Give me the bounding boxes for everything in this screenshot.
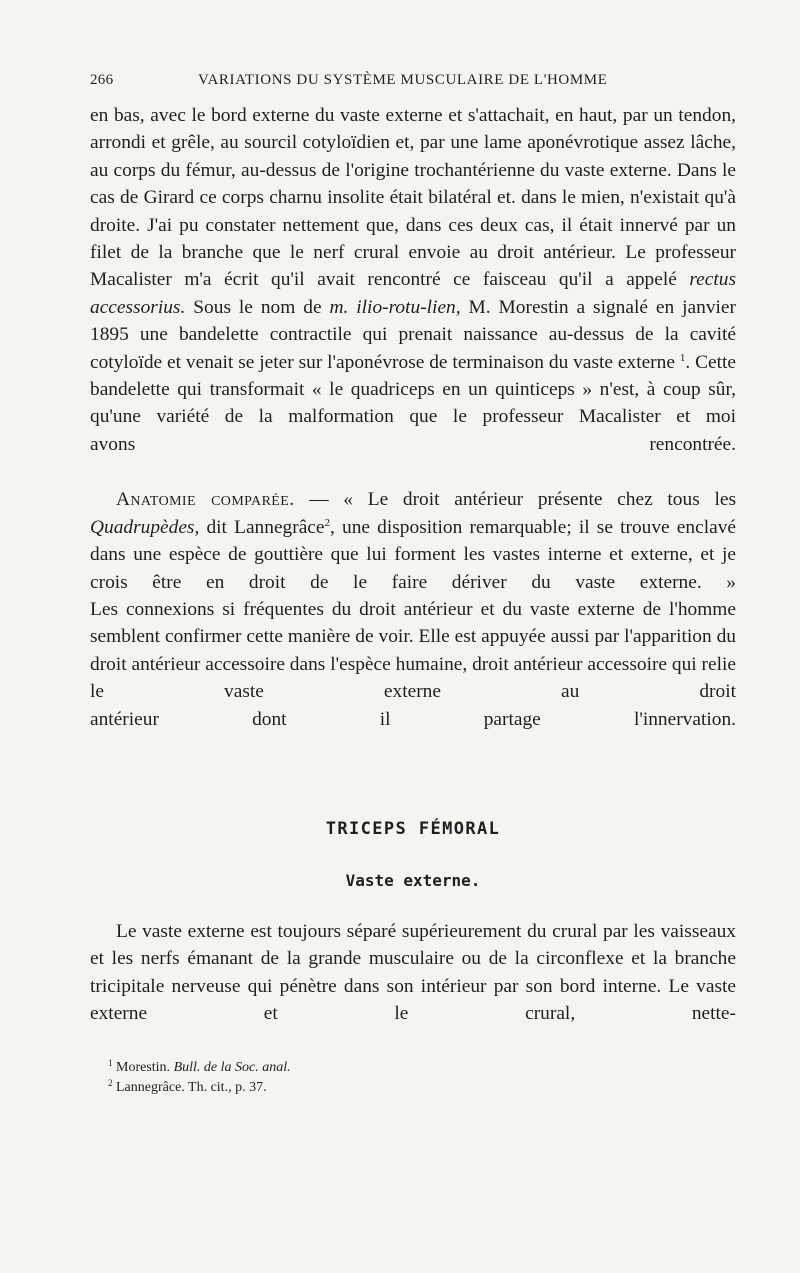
footnote-ref-2: 2 — [324, 516, 331, 529]
paragraph-connexions — [90, 596, 736, 733]
para2-text-1: — « Le droit antérieur présente chez tous les — [294, 489, 736, 511]
para3-text-1: Les connexions si fréquentes du droit antérieur et du vaste externe de l'homme semblent confirmer cette manière de voir. Elle est appuyée aussi par l'apparition du droit antérieur accessoire dans l'espèce humaine, droit antérieur accessoire qui relie le vaste externe au droit — [90, 598, 736, 703]
para1-text-1: en bas, avec le bord externe du vaste externe et s'attachait, en haut, par un tendon, arrondi et grêle, au sourcil cotyloïdien et, par une lame aponévrotique assez lâche, au corps du fémur, au-dessus de l'origine trochantérienne du vaste externe. Dans le cas de Girard ce corps charnu insolite était bilatéral et. dans le mien, n'existait qu'à droite. J'ai pu constater nettement que, dans ces deux cas, il était innervé par un filet de la branche que le nerf crural envoie au droit antérieur. Le professeur Macalister m'a écrit qu'il avait rencontré ce faisceau qu'il a appelé — [90, 105, 736, 291]
page-number: 266 — [90, 72, 114, 88]
footnote-mark-1: 1 — [108, 1057, 113, 1068]
footnote-1-text: Morestin. — [116, 1059, 174, 1075]
section-label-anatomie-comparee: Anatomie comparée. — [116, 489, 295, 511]
subsection-title: Vaste externe. — [345, 870, 481, 890]
para1-italic-1: rectus accessorius. — [90, 269, 736, 318]
footnotes — [90, 1058, 736, 1098]
running-head — [90, 70, 736, 94]
para1-text-3: M. Morestin a signalé en janvier 1895 une bandelette contractile qui prenait naissance au-dessus de la cavité cotyloïde et venait se jeter sur l'aponévrose de terminaison du vaste externe — [90, 296, 736, 373]
paragraph-vaste-externe — [90, 918, 736, 1028]
footnote-1-italic: Bull. de la Soc. anal. — [173, 1059, 291, 1075]
para1-italic-2: m. ilio-rotu-lien, — [329, 296, 461, 318]
para2-text-3: , une disposition remarquable; il se trouve enclavé dans une espèce de gouttière que lui forment les vastes interne et externe, et je crois être en droit de le faire dériver du vaste externe. » — [90, 516, 736, 593]
para3-last-line: antérieur dont il partage l'innervation. — [90, 708, 736, 730]
para2-italic-1: Quadrupèdes, — [90, 516, 200, 538]
footnote-mark-2: 2 — [108, 1077, 113, 1088]
footnote-2 — [108, 1078, 736, 1098]
para2-text-2: dit Lannegrâce — [199, 516, 325, 538]
running-title: VARIATIONS DU SYSTÈME MUSCULAIRE DE L'HOMME — [198, 72, 608, 88]
footnote-2-text: Lannegrâce. Th. cit., p. 37. — [116, 1079, 267, 1095]
footnote-1 — [108, 1058, 736, 1078]
para1-text-4: . Cette bandelette qui transformait « le quadriceps en un quinticeps » n'est, à coup sûr, qu'une variété de la malformation que le professeur Macalister et moi — [90, 351, 737, 428]
paragraph-continuation — [90, 102, 736, 458]
para1-text-2: Sous le nom de — [185, 296, 330, 318]
page — [90, 70, 736, 1098]
footnote-ref-1: 1 — [679, 351, 686, 364]
section-title: TRICEPS FÉMORAL — [325, 818, 501, 839]
para1-last-line: avons rencontrée. — [90, 433, 736, 455]
para4-text-1: Le vaste externe est toujours séparé supérieurement du crural par les vaisseaux et les nerfs émanant de la grande musculaire ou de la circonflexe et la branche tricipitale nerveuse qui pénètre dans son intérieur par son bord interne. Le vaste externe et le crural, nette- — [90, 920, 736, 1025]
paragraph-anatomie-comparee — [90, 486, 736, 596]
